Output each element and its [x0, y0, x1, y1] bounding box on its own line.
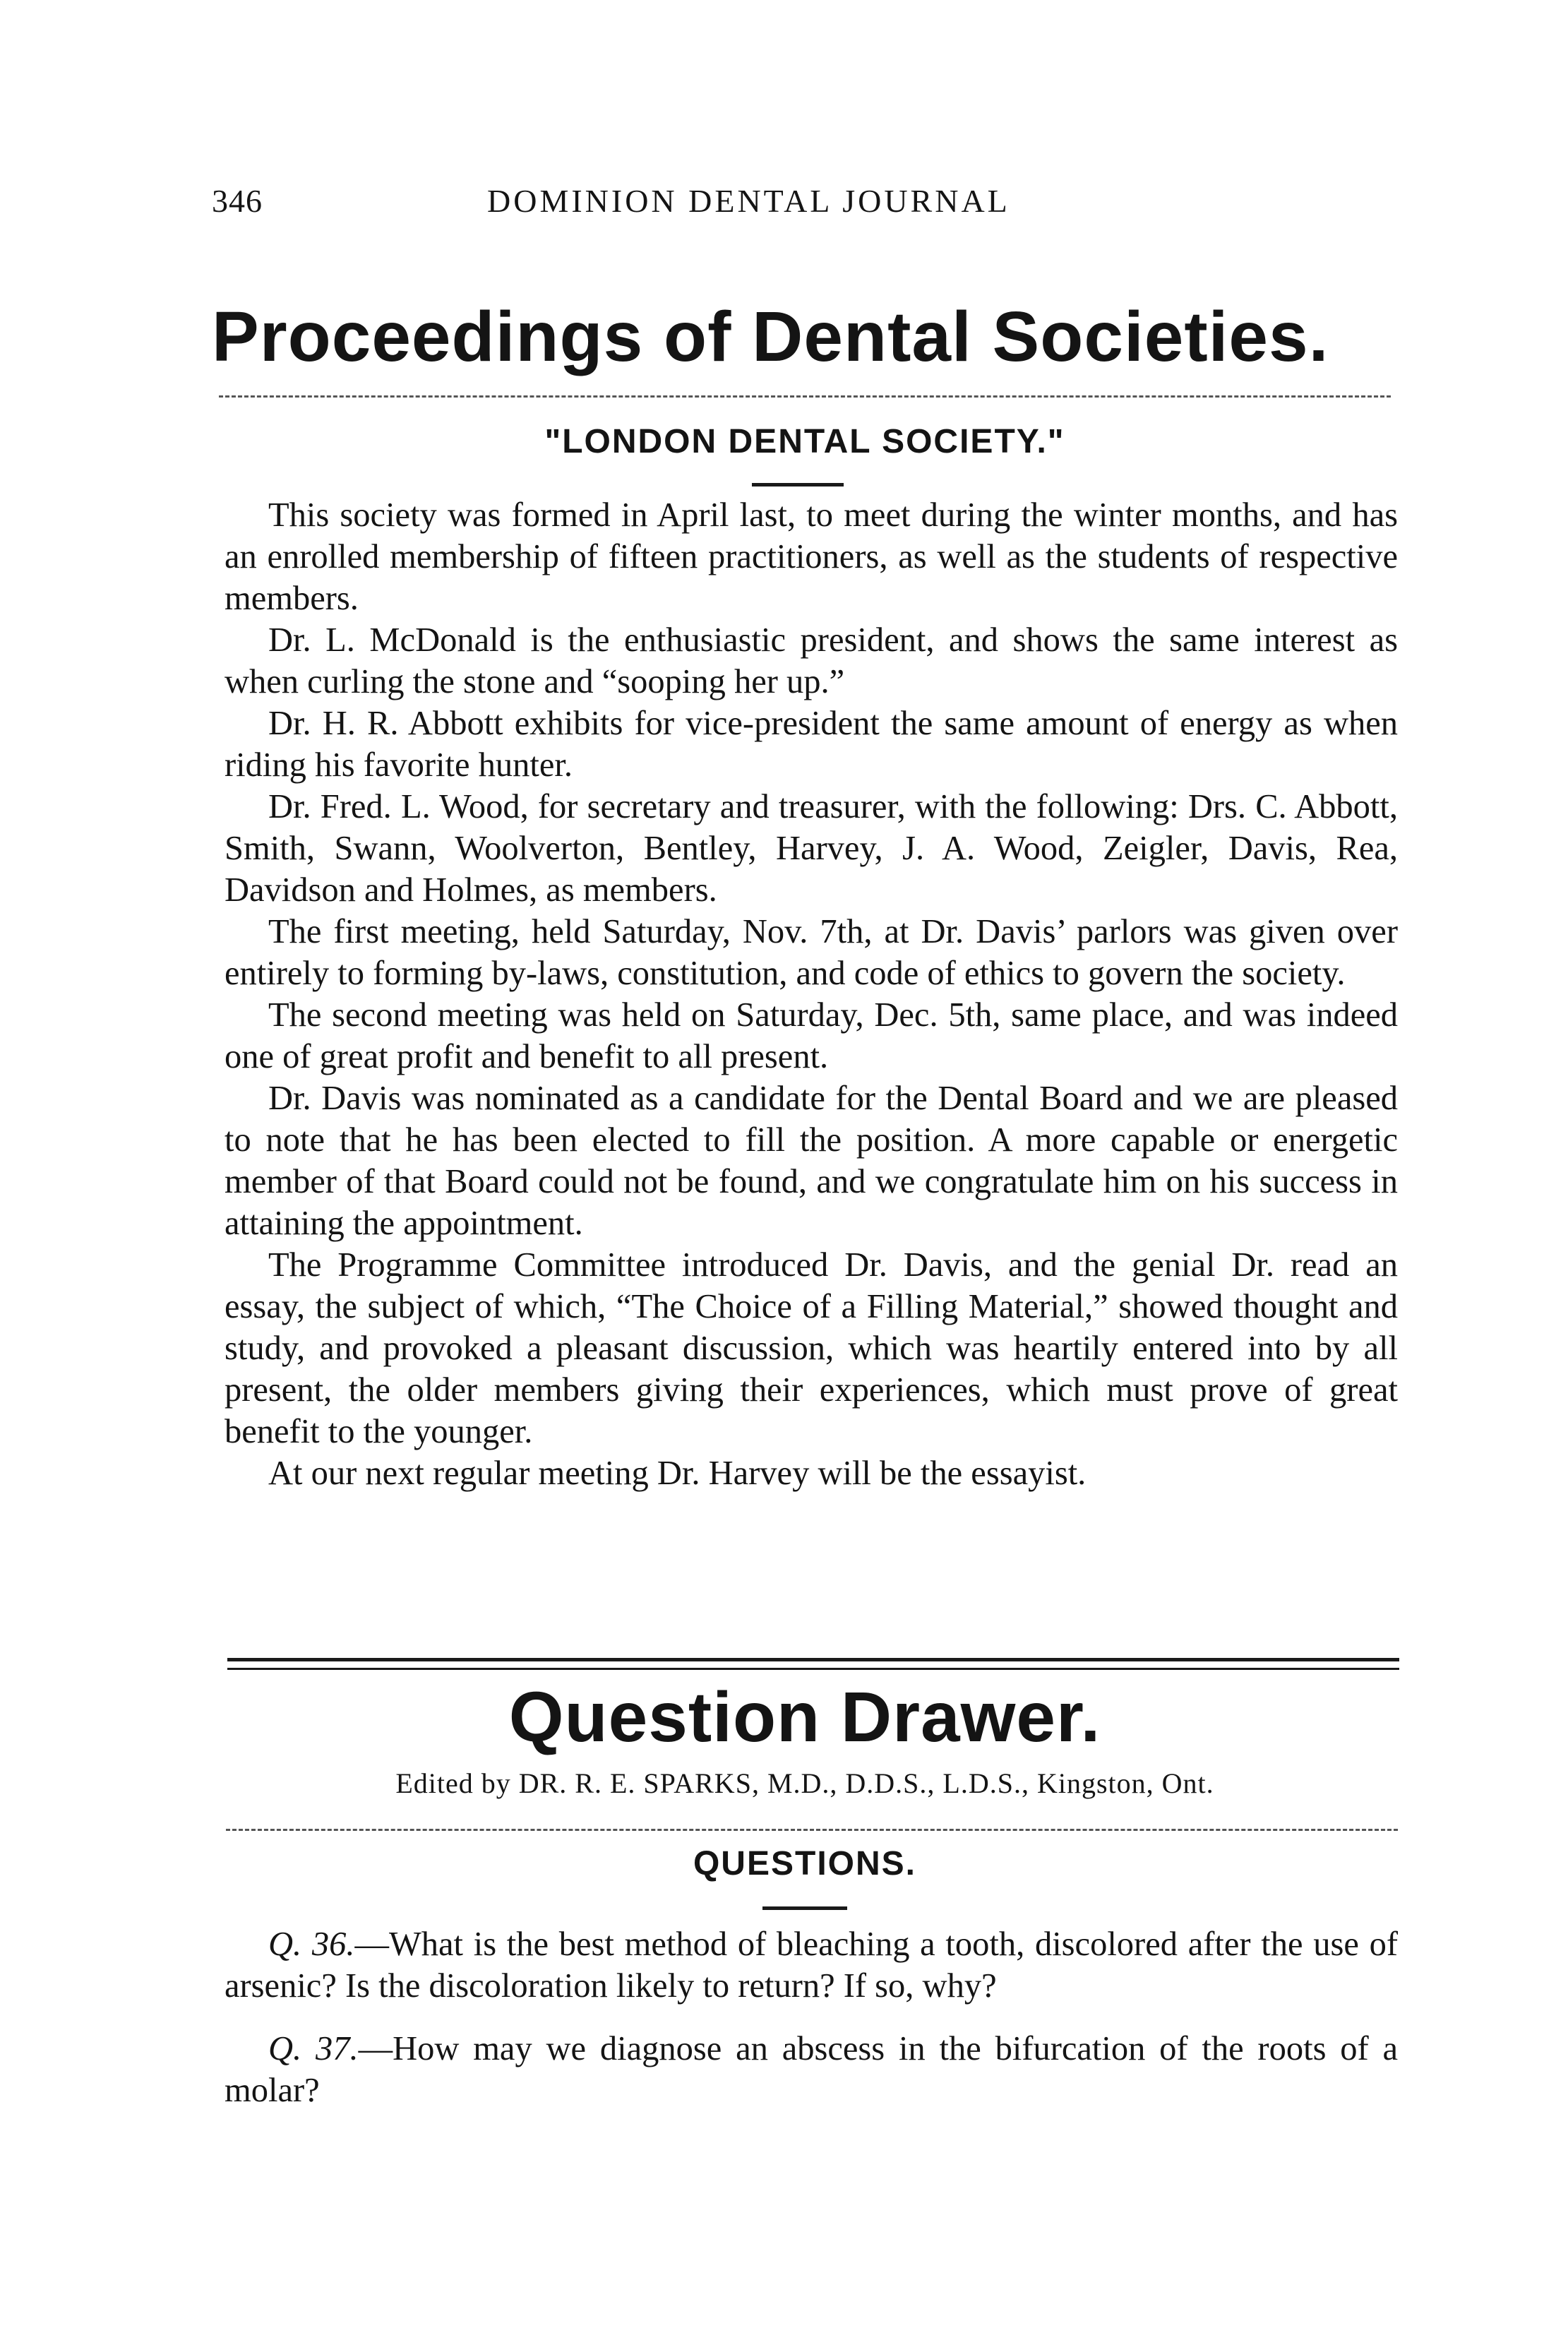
society-heading-rule — [752, 483, 844, 486]
report-paragraph: The second meeting was held on Saturday, Dec. 5th, same place, and was indeed one of great profit and benefit to all present. — [225, 996, 1398, 1075]
report-paragraph: The first meeting, held Saturday, Nov. 7th, at Dr. Davis’ parlors was given over entirely to forming by-laws, constitution, and code of ethics to govern the society. — [225, 913, 1398, 992]
running-head — [212, 182, 1398, 225]
title-dotted-rule — [219, 395, 1391, 398]
editor-dotted-rule — [226, 1829, 1398, 1831]
report-paragraph: The Programme Committee introduced Dr. Davis, and the genial Dr. read an essay, the subject of which, “The Choice of a Filling Material,” showed thought and study, and provoked a pleasant discussion, which was heartily entered into by all present, the older members giving their experiences, which must prove of great benefit to the younger. — [225, 1246, 1398, 1450]
journal-title: DOMINION DENTAL JOURNAL — [487, 183, 1010, 219]
section-divider-top — [227, 1658, 1399, 1661]
report-paragraph: Dr. Fred. L. Wood, for secretary and treasurer, with the following: Drs. C. Abbott, Smith, Swann, Woolverton, Bentley, Harvey, J. A. Wood, Zeigler, Davis, Rea, Davidson and Holmes, as members. — [225, 788, 1398, 909]
section-title: Proceedings of Dental Societies. — [212, 297, 1329, 376]
question-text: —How may we diagnose an abscess in the bifurcation of the roots of a molar? — [225, 2030, 1398, 2109]
section-divider-bottom — [227, 1668, 1399, 1670]
society-heading: "LONDON DENTAL SOCIETY." — [544, 423, 1065, 460]
questions-list — [225, 1923, 1398, 2132]
report-paragraph: Dr. Davis was nominated as a candidate for the Dental Board and we are pleased to note that he has been elected to fill the position. A more capable or energetic member of that Board could not be found, and we congratulate him on his success in attaining the appointment. — [225, 1080, 1398, 1242]
question-text: —What is the best method of bleaching a tooth, discolored after the use of arsenic? Is the discoloration likely to return? If so, why? — [225, 1926, 1398, 2005]
page-number: 346 — [212, 183, 263, 219]
society-report — [225, 494, 1398, 1494]
questions-heading: QUESTIONS. — [693, 1845, 917, 1882]
questions-heading-rule — [762, 1906, 847, 1910]
question-drawer-title: Question Drawer. — [508, 1678, 1101, 1757]
report-paragraph: At our next regular meeting Dr. Harvey will be the essayist. — [268, 1455, 1087, 1492]
report-paragraph: This society was formed in April last, to meet during the winter months, and has an enrolled membership of fifteen practitioners, as well as the students of respective members. — [225, 496, 1398, 617]
question-number: Q. 37. — [268, 2030, 359, 2067]
report-paragraph: Dr. L. McDonald is the enthusiastic president, and shows the same interest as when curling the stone and “sooping her up.” — [225, 621, 1398, 700]
question-item — [225, 1923, 1398, 2007]
question-number: Q. 36. — [268, 1926, 355, 1963]
question-item — [225, 2028, 1398, 2111]
editor-credit: Edited by DR. R. E. SPARKS, M.D., D.D.S., L.D.S., Kingston, Ont. — [395, 1767, 1214, 1799]
report-paragraph: Dr. H. R. Abbott exhibits for vice-president the same amount of energy as when riding his favorite hunter. — [225, 705, 1398, 784]
